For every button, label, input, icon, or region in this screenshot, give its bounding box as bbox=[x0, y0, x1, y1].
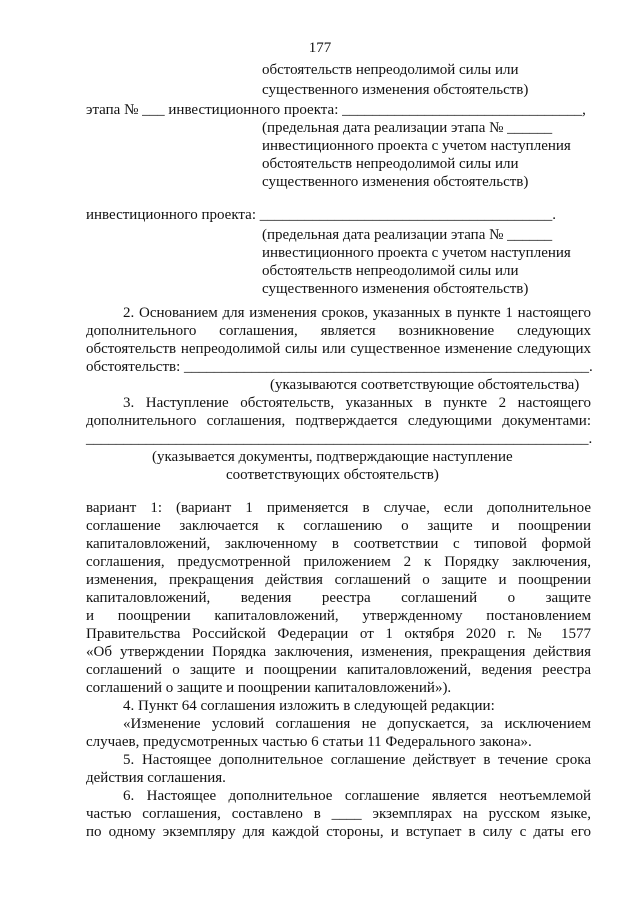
text-line: этапа № ___ инвестиционного проекта: ________________________________, bbox=[86, 102, 586, 118]
text-line: обстоятельств непреодолимой силы или существенное изменение следующих bbox=[86, 341, 591, 357]
text-line: ___________________________________________________________________. bbox=[86, 431, 593, 447]
text-line: и поощрении капиталовложений, утвержденному постановлением bbox=[86, 608, 591, 624]
text-line: 4. Пункт 64 соглашения изложить в следующей редакции: bbox=[123, 698, 495, 714]
text-line: соглашений о защите и поощрении капиталовложений»). bbox=[86, 680, 452, 696]
text-line: существенного изменения обстоятельств) bbox=[262, 174, 529, 190]
text-line: соглашение заключается к соглашению о защите и поощрении bbox=[86, 518, 591, 534]
text-line: капиталовложений, ведения реестра соглашений о защите bbox=[86, 590, 591, 606]
text-line: обстоятельств непреодолимой силы или bbox=[262, 62, 519, 78]
text-line: случаев, предусмотренных частью 6 статьи 11 Федерального закона». bbox=[86, 734, 532, 750]
text-line: действия соглашения. bbox=[86, 770, 226, 786]
text-line: 5. Настоящее дополнительное соглашение действует в течение срока bbox=[123, 752, 591, 768]
text-line: соответствующих обстоятельств) bbox=[226, 467, 439, 483]
text-line: частью соглашения, составлено в ____ экземплярах на русском языке, bbox=[86, 806, 591, 822]
text-line: обстоятельств непреодолимой силы или bbox=[262, 263, 519, 279]
text-line: (предельная дата реализации этапа № ______ bbox=[262, 120, 553, 136]
text-line: по одному экземпляру для каждой стороны, и вступает в силу с даты его bbox=[86, 824, 591, 840]
text-line: инвестиционного проекта с учетом наступления bbox=[262, 138, 571, 154]
text-line: дополнительного соглашения, является возникновение следующих bbox=[86, 323, 591, 339]
text-line: вариант 1: (вариант 1 применяется в случае, если дополнительное bbox=[86, 500, 591, 516]
text-line: соглашения, предусмотренной приложением 2 к Порядку заключения, bbox=[86, 554, 591, 570]
text-line: обстоятельств: ______________________________________________________. bbox=[86, 359, 593, 375]
text-line: 3. Наступление обстоятельств, указанных в пункте 2 настоящего bbox=[123, 395, 591, 411]
text-line: существенного изменения обстоятельств) bbox=[262, 281, 529, 297]
text-line: изменения, прекращения действия соглашений о защите и поощрении bbox=[86, 572, 591, 588]
text-line: (предельная дата реализации этапа № ______ bbox=[262, 227, 553, 243]
page-number: 177 bbox=[308, 40, 332, 56]
text-line: существенного изменения обстоятельств) bbox=[262, 82, 529, 98]
text-line: инвестиционного проекта с учетом наступления bbox=[262, 245, 571, 261]
text-line: Правительства Российской Федерации от 1 октября 2020 г. № 1577 bbox=[86, 626, 591, 642]
text-line: 2. Основанием для изменения сроков, указанных в пункте 1 настоящего bbox=[123, 305, 591, 321]
text-line: инвестиционного проекта: _______________________________________. bbox=[86, 207, 556, 223]
text-line: «Изменение условий соглашения не допускается, за исключением bbox=[123, 716, 591, 732]
text-line: (указывается документы, подтверждающие наступление bbox=[152, 449, 513, 465]
text-line: соглашений о защите и поощрении капиталовложений, ведения реестра bbox=[86, 662, 591, 678]
text-line: 6. Настоящее дополнительное соглашение является неотъемлемой bbox=[123, 788, 591, 804]
text-line: обстоятельств непреодолимой силы или bbox=[262, 156, 519, 172]
text-line: (указываются соответствующие обстоятельства) bbox=[270, 377, 580, 393]
text-line: дополнительного соглашения, подтверждается следующими документами: bbox=[86, 413, 591, 429]
text-line: «Об утверждении Порядка заключения, изменения, прекращения действия bbox=[86, 644, 591, 660]
text-line: капиталовложений, заключенному в соответствии с типовой формой bbox=[86, 536, 591, 552]
